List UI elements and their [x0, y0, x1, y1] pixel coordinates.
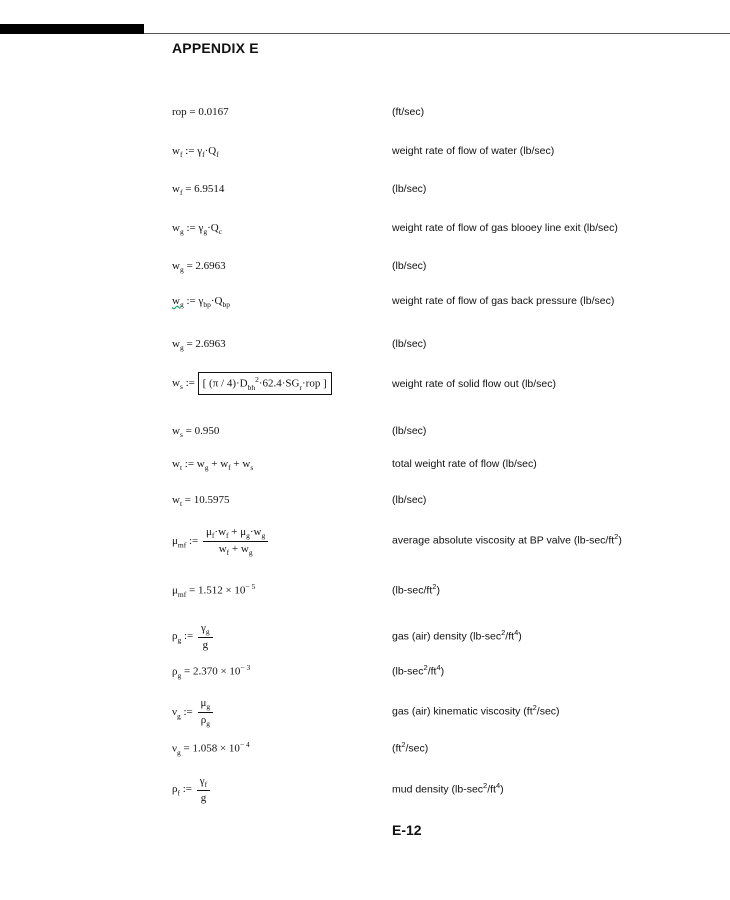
- equation: $\nu_g = 1.058 \times 10^{- 4}$: [172, 740, 250, 757]
- equation-description: weight rate of solid flow out (lb/sec): [392, 378, 556, 390]
- equation: $w_g = 2.6963$: [172, 338, 226, 353]
- equation-description: (ft/sec): [392, 106, 425, 118]
- equation-description: mud density $(lb-\sec^2/ft^4)$: [392, 781, 504, 796]
- equation: $w_f = 6.9514$: [172, 183, 225, 198]
- equation: $\rho_g$ := $\frac{\gamma_g}{g}$: [172, 622, 215, 651]
- equation: $w_g$ := $\gamma_{bp}\cdot Q_{bp}$: [172, 295, 230, 310]
- equation: rop = 0.0167: [172, 106, 229, 118]
- equation: $w_f$ := $\gamma_f\cdot Q_f$: [172, 145, 219, 160]
- equation-description: average absolute viscosity at BP valve $(lb-\sec/ft^2)$: [392, 532, 622, 547]
- equation: $w_s$ := [ $(\pi / 4)\cdot D_{bh}^2\cdot 62.4\cdot SG_r\cdot rop$ ]: [172, 372, 332, 395]
- equation: $w_g = 2.6963$: [172, 260, 226, 275]
- page-title: APPENDIX E: [172, 40, 259, 56]
- equation: $w_s = 0.950$: [172, 425, 220, 440]
- equation: $w_g$ := $\gamma_g\cdot Q_c$: [172, 222, 223, 237]
- equation: $w_t = 10.5975$: [172, 494, 230, 509]
- equation-description: total weight rate of flow (lb/sec): [392, 458, 537, 470]
- equation: $\rho_g = 2.370 \times 10^{- 3}$: [172, 663, 251, 680]
- equation-description: (lb/sec): [392, 183, 427, 195]
- page-number: E-12: [392, 822, 422, 838]
- equation: $w_t$ := $w_g + w_f + w_s$: [172, 458, 254, 473]
- equation-description: $(lb-\sec^2/ft^4)$: [392, 663, 445, 678]
- equation-description: weight rate of flow of water (lb/sec): [392, 145, 555, 157]
- equation: $\nu_g$ := $\frac{\mu_g}{\rho_g}$: [172, 697, 215, 728]
- equation-description: gas (air) density $(lb-\sec^2/ft^4)$: [392, 628, 522, 643]
- equation-description: weight rate of flow of gas blooey line exit (lb/sec): [392, 222, 618, 234]
- equation-description: $(ft^2/\sec)$: [392, 740, 429, 755]
- equation-description: gas (air) kinematic viscosity $(ft^2/\sec)$: [392, 703, 560, 718]
- equation-description: (lb/sec): [392, 260, 427, 272]
- equation-description: (lb/sec): [392, 338, 427, 350]
- equation-description: (lb/sec): [392, 494, 427, 506]
- equation: $\rho_f$ := $\frac{\gamma_f}{g}$: [172, 775, 212, 804]
- equation: $\mu_{mf}$ := $\frac{\mu_f\cdot w_f + \mu_g\cdot w_g}{w_f + w_g}$: [172, 526, 270, 557]
- equation-description: $(lb-\sec/ft^2)$: [392, 582, 440, 597]
- equation: $\mu_{mf} = 1.512 \times 10^{- 5}$: [172, 582, 256, 599]
- equation-description: weight rate of flow of gas back pressure (lb/sec): [392, 295, 615, 307]
- header-black-bar: [0, 24, 144, 34]
- header-rule: [144, 33, 730, 34]
- equation-description: (lb/sec): [392, 425, 427, 437]
